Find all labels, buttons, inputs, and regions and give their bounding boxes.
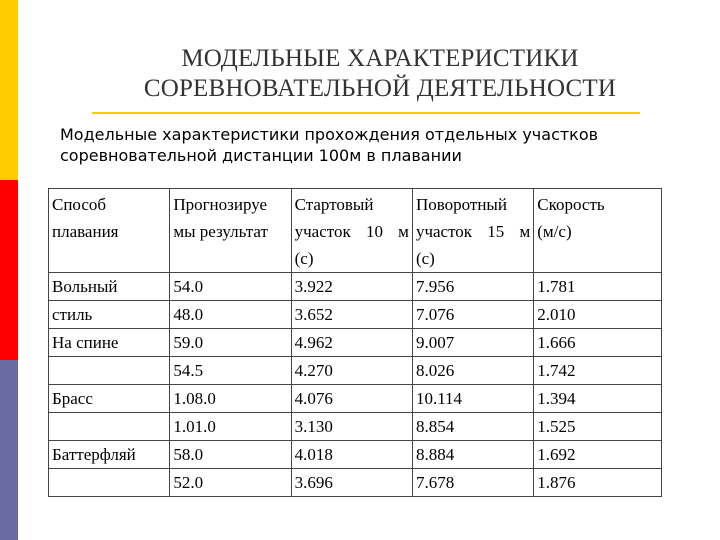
start-cell: 4.270 — [291, 357, 412, 385]
title-underline — [92, 112, 640, 114]
header-speed — [534, 189, 662, 273]
stroke-cell: Брасс — [49, 385, 170, 413]
turn-cell: 10.114 — [412, 385, 533, 413]
turn-cell: 8.026 — [412, 357, 533, 385]
start-cell: 3.696 — [291, 469, 412, 497]
table-row — [49, 301, 662, 329]
header-turn-line2: участок 15 м — [415, 222, 531, 241]
table-row — [49, 273, 662, 301]
header-stroke-line2: плавания — [52, 222, 119, 241]
result-cell: 48.0 — [170, 301, 291, 329]
header-start-unit: (с) — [294, 249, 314, 268]
speed-cell: 2.010 — [534, 301, 662, 329]
table-header-row — [49, 189, 662, 273]
header-result-line1: Прогнозируе — [173, 195, 268, 214]
header-turn-segment — [412, 189, 533, 273]
stroke-cell: Баттерфляй — [49, 441, 170, 469]
model-characteristics-table — [48, 188, 662, 497]
speed-cell: 1.692 — [534, 441, 662, 469]
header-start-segment — [291, 189, 412, 273]
header-speed-line2: (м/с) — [537, 222, 572, 241]
start-cell: 4.076 — [291, 385, 412, 413]
turn-cell: 7.956 — [412, 273, 533, 301]
header-stroke — [49, 189, 170, 273]
result-cell: 58.0 — [170, 441, 291, 469]
table-row — [49, 413, 662, 441]
speed-cell: 1.781 — [534, 273, 662, 301]
result-cell: 52.0 — [170, 469, 291, 497]
speed-cell: 1.876 — [534, 469, 662, 497]
stroke-cell — [49, 469, 170, 497]
result-cell: 1.01.0 — [170, 413, 291, 441]
header-stroke-line1: Способ — [52, 195, 107, 214]
header-turn-unit: (с) — [415, 249, 435, 268]
header-start-line2: участок 10 м — [294, 222, 409, 241]
header-turn-line1: Поворотный — [415, 195, 507, 214]
table-row — [49, 469, 662, 497]
caption-line-1: Модельные характеристики прохождения отдельных участков — [60, 125, 599, 144]
result-cell: 54.0 — [170, 273, 291, 301]
header-result-line2: мы результат — [173, 222, 268, 241]
stroke-cell: Вольный — [49, 273, 170, 301]
speed-cell: 1.666 — [534, 329, 662, 357]
slide-title — [60, 44, 700, 104]
turn-cell: 7.678 — [412, 469, 533, 497]
start-cell: 3.922 — [291, 273, 412, 301]
stroke-cell: стиль — [49, 301, 170, 329]
stroke-cell: На спине — [49, 329, 170, 357]
table-row — [49, 441, 662, 469]
title-line-1: МОДЕЛЬНЫЕ ХАРАКТЕРИСТИКИ — [181, 45, 579, 72]
start-cell: 4.962 — [291, 329, 412, 357]
start-cell: 4.018 — [291, 441, 412, 469]
table-row — [49, 385, 662, 413]
side-bar-yellow — [0, 0, 18, 180]
result-cell: 59.0 — [170, 329, 291, 357]
title-line-2: СОРЕВНОВАТЕЛЬНОЙ ДЕЯТЕЛЬНОСТИ — [143, 75, 617, 102]
stroke-cell — [49, 413, 170, 441]
table-row — [49, 329, 662, 357]
caption-line-2: соревновательной дистанции 100м в плавании — [60, 146, 462, 165]
start-cell: 3.130 — [291, 413, 412, 441]
turn-cell: 8.854 — [412, 413, 533, 441]
speed-cell: 1.742 — [534, 357, 662, 385]
header-start-line1: Стартовый — [294, 195, 374, 214]
speed-cell: 1.525 — [534, 413, 662, 441]
stroke-cell — [49, 357, 170, 385]
table-row — [49, 357, 662, 385]
turn-cell: 7.076 — [412, 301, 533, 329]
side-bar-purple — [0, 360, 18, 540]
turn-cell: 8.884 — [412, 441, 533, 469]
header-predicted-result — [170, 189, 291, 273]
header-speed-line1: Скорость — [537, 195, 605, 214]
result-cell: 54.5 — [170, 357, 291, 385]
turn-cell: 9.007 — [412, 329, 533, 357]
table-caption — [60, 124, 700, 166]
speed-cell: 1.394 — [534, 385, 662, 413]
result-cell: 1.08.0 — [170, 385, 291, 413]
side-bar-red — [0, 180, 18, 360]
start-cell: 3.652 — [291, 301, 412, 329]
